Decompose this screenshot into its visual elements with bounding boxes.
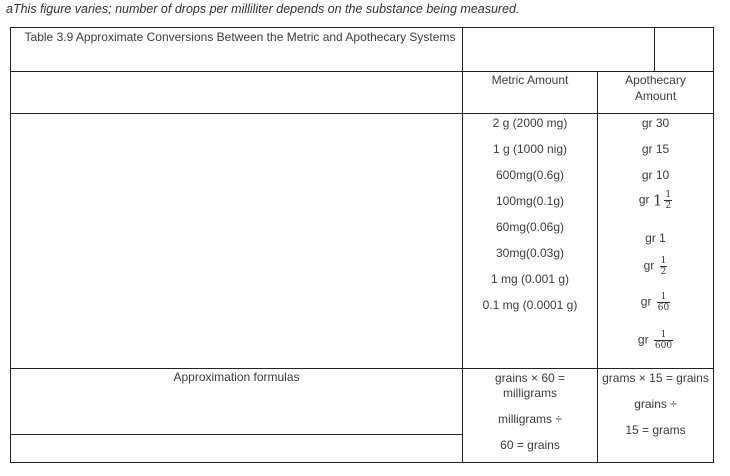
apothecary-value-fraction: gr $\frac{1}{60}$ (640, 292, 670, 313)
apothecary-value: gr 10 (641, 168, 670, 182)
apothecary-value: gr 1 (645, 231, 666, 245)
metric-value: 1 mg (0.001 g) (490, 272, 570, 286)
metric-value: 30mg(0.03g) (495, 246, 565, 260)
table-border-bottom (10, 462, 714, 463)
metric-formula-line: 60 = grains (500, 438, 560, 452)
apothecary-value: gr 30 (641, 116, 670, 130)
apothecary-value-fraction: gr $\frac{1}{2}$ (643, 256, 667, 277)
metric-value: 0.1 mg (0.0001 g) (482, 298, 578, 312)
metric-value: 600mg(0.6g) (495, 168, 565, 182)
table-rule-inner (10, 434, 462, 435)
apothecary-formula-line: grains ÷ (634, 397, 677, 411)
table-rule-values (10, 113, 714, 114)
apothecary-formula-line: grams × 15 = grains (602, 371, 709, 385)
metric-value: 100mg(0.1g) (495, 194, 565, 208)
table-caption: Table 3.9 Approximate Conversions Between the Metric and Apothecary Systems (24, 30, 456, 44)
table-border-top (10, 27, 714, 28)
metric-header: Metric Amount (491, 73, 569, 87)
footnote: aThis figure varies; number of drops per milliliter depends on the substance being measured. (6, 2, 520, 16)
apothecary-value: gr 15 (641, 142, 670, 156)
metric-formula-line: milligrams ÷ (498, 412, 562, 426)
apothecary-value-fraction: gr $\frac{1}{600}$ (637, 330, 673, 351)
table-border-right (713, 27, 714, 463)
apothecary-header-line2: Amount (634, 89, 677, 103)
metric-formula-line: milligrams (503, 386, 557, 400)
metric-value: 2 g (2000 mg) (492, 116, 568, 130)
apothecary-formula-line: 15 = grams (625, 423, 686, 437)
formulas-label: Approximation formulas (173, 370, 300, 384)
table-rule-formulas (10, 368, 714, 369)
metric-value: 1 g (1000 nig) (492, 142, 568, 156)
metric-formula-line: grains × 60 = (494, 371, 566, 385)
apothecary-value-mixed-fraction: gr 1 $\frac{1}{2}$ (638, 190, 672, 211)
table-border-left (10, 27, 11, 463)
metric-value: 60mg(0.06g) (495, 220, 565, 234)
table-col-divider-caption (654, 27, 655, 72)
apothecary-header-line1: Apothecary (625, 73, 686, 87)
